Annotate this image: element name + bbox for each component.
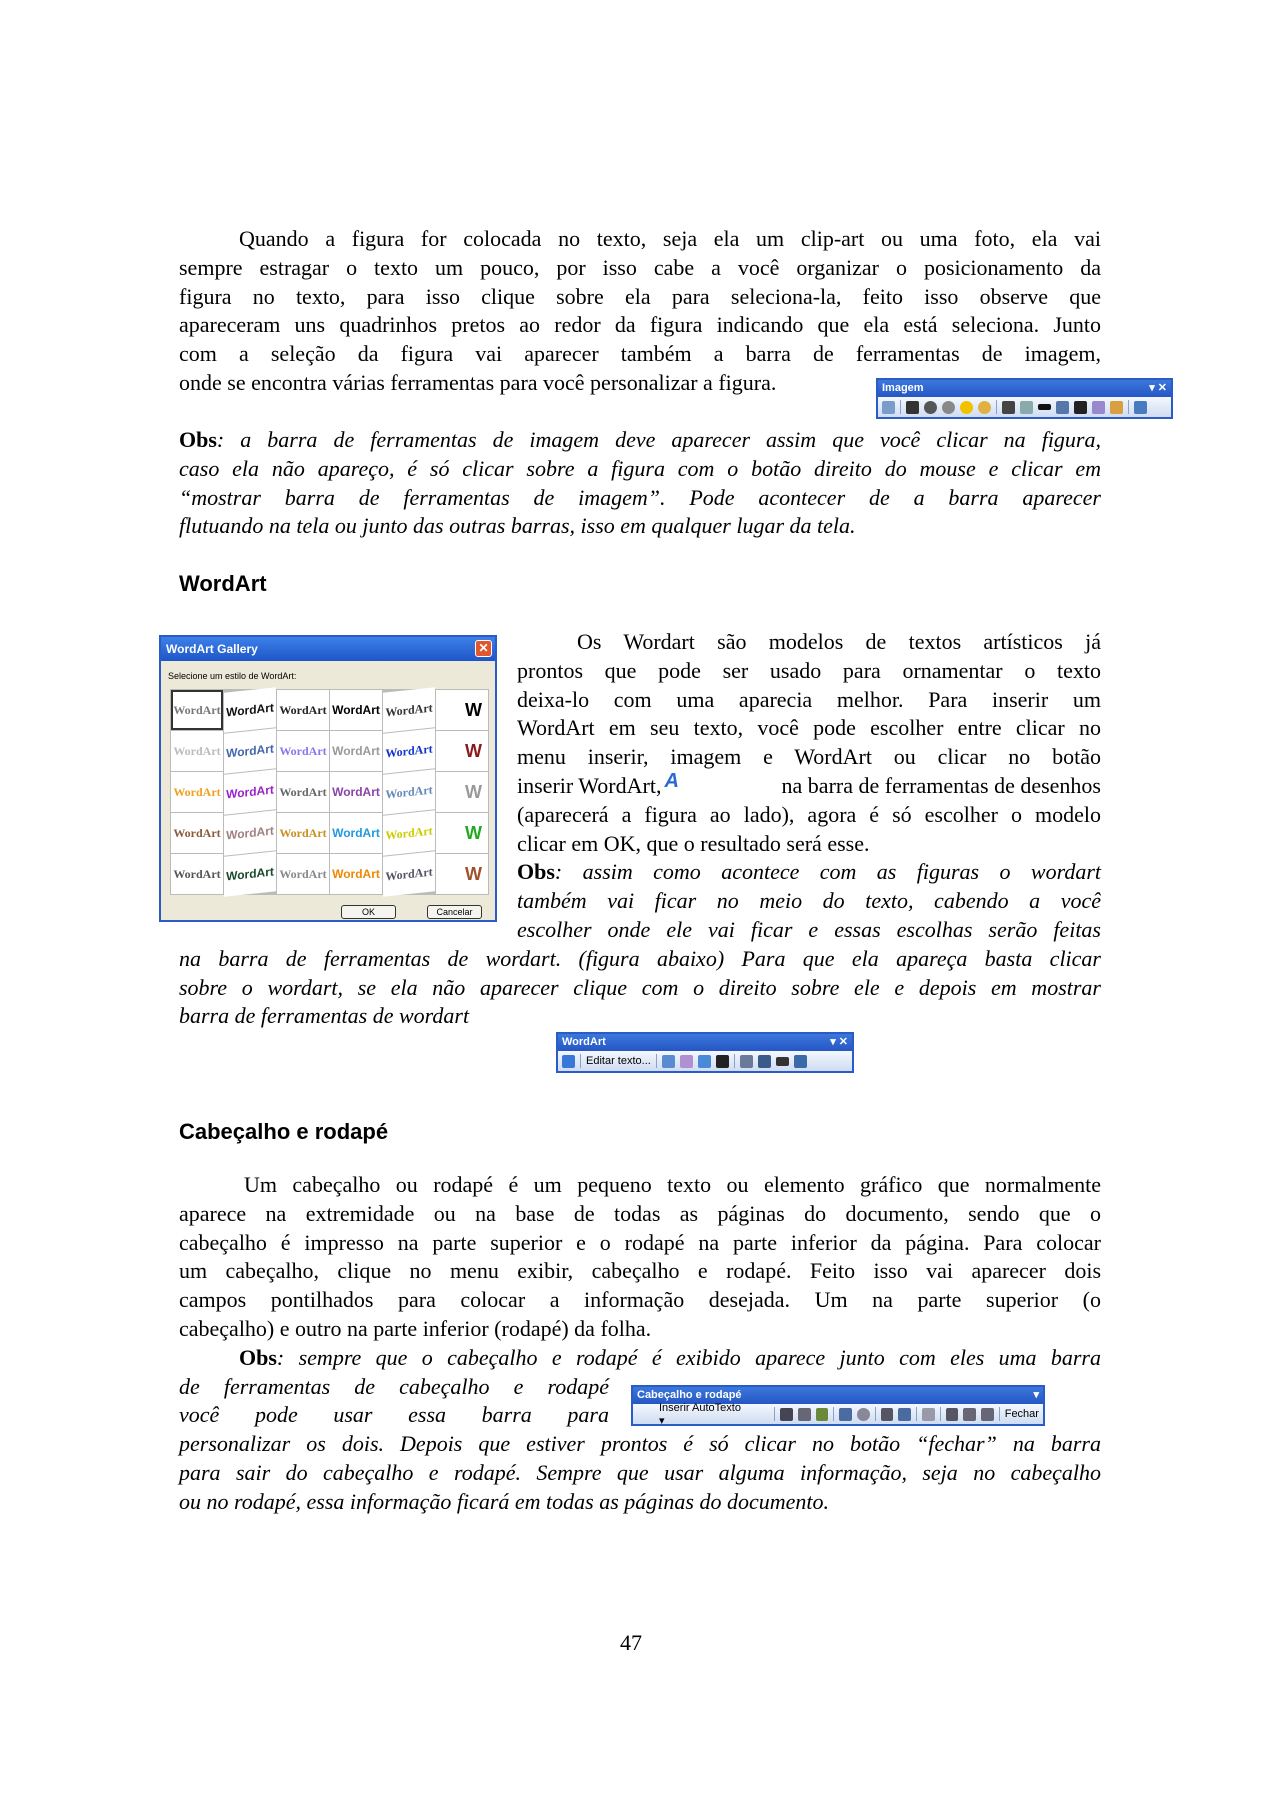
toolbar-title: Imagem — [882, 382, 924, 394]
text-line: menu inserir, imagem e WordArt ou clicar no botão — [517, 744, 1101, 770]
text-line: sobre o wordart, se ela não aparecer clique com o direito sobre ele e depois em mostrar — [179, 974, 1101, 1000]
wordart-style-option[interactable]: WordArt — [224, 769, 276, 814]
section-heading-header-footer: Cabeçalho e rodapé — [179, 1119, 389, 1144]
insert-time-icon[interactable] — [857, 1408, 870, 1421]
wordart-style-option[interactable]: WordArt — [330, 813, 382, 853]
text-line: na barra de ferramentas de wordart. (figura abaixo) Para que ela apareça basta clicar — [179, 945, 1101, 971]
text-line: cabeçalho) e outro na parte inferior (rodapé) da folha. — [179, 1315, 652, 1341]
wordart-shape-icon[interactable] — [698, 1055, 711, 1068]
toolbar-close-icon[interactable]: ▾ ✕ — [1149, 382, 1167, 394]
switch-header-footer-icon[interactable] — [946, 1408, 959, 1421]
same-as-previous-icon[interactable] — [922, 1408, 935, 1421]
wordart-style-option[interactable]: WordArt — [224, 728, 276, 773]
wordart-style-option[interactable]: WordArt — [383, 687, 435, 732]
obs-label: Obs — [239, 1344, 277, 1370]
number-of-pages-icon[interactable] — [798, 1408, 811, 1421]
ok-button[interactable]: OK — [341, 905, 396, 919]
text-line: (aparecerá a figura ao lado), agora é só escolher o modelo — [517, 801, 1101, 827]
text-line: para sair do cabeçalho e rodapé. Sempre que usar alguma informação, seja no cabeçalho — [179, 1459, 1101, 1485]
text-line: prontos que pode ser usado para ornamentar o texto — [517, 657, 1101, 683]
wordart-style-option[interactable]: WordArt — [277, 854, 329, 894]
text-line: flutuando na tela ou junto das outras barras, isso em qualquer lugar da tela. — [179, 513, 856, 539]
toolbar-title: Cabeçalho e rodapé — [637, 1389, 742, 1401]
wordart-style-option[interactable]: W — [436, 690, 488, 730]
show-hide-text-icon[interactable] — [898, 1408, 911, 1421]
imagem-toolbar — [876, 378, 1173, 419]
insert-wordart-icon: A — [664, 769, 679, 792]
paragraph-header-footer — [179, 1171, 1101, 1517]
wordart-style-option[interactable]: WordArt — [224, 851, 276, 896]
toolbar-close-icon[interactable]: ▾ ✕ — [830, 1036, 848, 1048]
text-line: clicar em OK, que o resultado será esse. — [517, 830, 870, 856]
page-number-icon[interactable] — [780, 1408, 793, 1421]
wordart-style-option[interactable]: WordArt — [277, 731, 329, 771]
wordart-toolbar — [556, 1032, 854, 1073]
more-brightness-icon[interactable] — [960, 401, 973, 414]
text-line: ou no rodapé, essa informação ficará em todas as páginas do documento. — [179, 1488, 829, 1514]
paragraph-intro — [179, 225, 1101, 398]
text-line: com a seleção da figura vai aparecer também a barra de ferramentas de imagem, — [179, 341, 1101, 367]
wordart-style-option[interactable]: WordArt — [383, 810, 435, 855]
insert-autotext-dropdown[interactable]: Inserir AutoTexto ▾ — [659, 1401, 741, 1427]
text-line: cabeçalho é impresso na parte superior e o rodapé na parte inferior da página. Para colocar — [179, 1229, 1101, 1255]
paragraph-wordart — [179, 628, 1101, 1031]
format-image-icon[interactable] — [1092, 401, 1105, 414]
close-button[interactable]: Fechar — [1004, 1408, 1039, 1420]
text-line: : assim como acontece com as figuras o wordart — [554, 859, 1101, 885]
text-line: também vai ficar no meio do texto, cabendo a você — [517, 888, 1101, 914]
page-setup-icon[interactable] — [881, 1408, 894, 1421]
crop-icon[interactable] — [1002, 401, 1015, 414]
text-line: Um cabeçalho ou rodapé é um pequeno texto ou elemento gráfico que normalmente — [244, 1172, 1101, 1197]
wordart-style-option[interactable]: WordArt — [171, 772, 223, 812]
text-line: caso ela não apareço, é só clicar sobre a figura com o botão direito do mouse e clicar em — [179, 455, 1101, 481]
more-contrast-icon[interactable] — [924, 401, 937, 414]
text-fragment: inserir WordArt, — [517, 772, 662, 798]
less-brightness-icon[interactable] — [978, 401, 991, 414]
color-icon[interactable] — [906, 401, 919, 414]
insert-date-icon[interactable] — [839, 1408, 852, 1421]
wordart-style-option[interactable]: WordArt — [383, 728, 435, 773]
text-line: você pode usar essa barra para — [179, 1402, 609, 1428]
wordart-style-option[interactable]: WordArt — [277, 813, 329, 853]
line-style-icon[interactable] — [1038, 404, 1051, 410]
section-heading-wordart: WordArt — [179, 571, 267, 596]
text-line: campos pontilhados para colocar a informação desejada. Um na parte superior (o — [179, 1287, 1101, 1313]
obs-label: Obs — [179, 427, 217, 452]
obs-note-image-toolbar — [179, 426, 1101, 541]
wordart-style-option[interactable]: WordArt — [277, 772, 329, 812]
text-line: “mostrar barra de ferramentas de imagem”. Pode acontecer de a barra aparecer — [179, 484, 1101, 510]
dialog-title: WordArt Gallery — [166, 642, 258, 656]
wordart-style-option[interactable]: WordArt — [224, 810, 276, 855]
text-wrap-icon[interactable] — [716, 1055, 729, 1068]
page-number: 47 — [620, 1630, 642, 1655]
wordart-style-option[interactable]: WordArt — [330, 690, 382, 730]
cancel-button[interactable]: Cancelar — [427, 905, 482, 919]
text-line: : a barra de ferramentas de imagem deve aparecer assim que você clicar na figura, — [216, 427, 1101, 452]
insert-image-icon[interactable] — [882, 401, 895, 414]
obs-label: Obs — [517, 859, 555, 885]
wordart-style-option[interactable]: W — [436, 854, 488, 894]
text-line: figura no texto, para isso clique sobre ela para seleciona-la, feito isso observe que — [179, 283, 1101, 309]
text-line: Quando a figura for colocada no texto, seja ela um clip-art ou uma foto, ela vai — [239, 226, 1101, 251]
gallery-label: Selecione um estilo de WordArt: — [168, 671, 297, 681]
text-line: Os Wordart são modelos de textos artísticos já — [577, 629, 1101, 654]
text-line: aparece na extremidade ou na base de todas as páginas do documento, sendo que o — [179, 1200, 1101, 1226]
text-line: personalizar os dois. Depois que estiver prontos é só clicar no botão “fechar” na barra — [179, 1431, 1101, 1457]
wordart-style-option[interactable]: WordArt — [277, 690, 329, 730]
wordart-style-option[interactable]: WordArt — [383, 769, 435, 814]
text-line: WordArt em seu texto, você pode escolher entre clicar no — [517, 715, 1101, 741]
wordart-style-option[interactable]: WordArt — [171, 731, 223, 771]
wordart-gallery-icon[interactable] — [662, 1055, 675, 1068]
text-line: deixa-lo com uma aparecia melhor. Para inserir um — [517, 686, 1101, 712]
text-line: de ferramentas de cabeçalho e rodapé — [179, 1373, 609, 1399]
close-icon[interactable]: ✕ — [475, 640, 492, 657]
rotate-icon[interactable] — [1020, 401, 1033, 414]
vertical-text-icon[interactable] — [758, 1055, 771, 1068]
edit-text-button[interactable]: Editar texto... — [586, 1055, 651, 1067]
format-wordart-icon[interactable] — [680, 1055, 693, 1068]
text-line: sempre estragar o texto um pouco, por isso cabe a você organizar o posicionamento da — [179, 254, 1101, 280]
alignment-icon[interactable] — [776, 1057, 789, 1066]
wordart-style-option[interactable]: W — [436, 772, 488, 812]
text-line: um cabeçalho, clique no menu exibir, cabeçalho e rodapé. Feito isso vai aparecer dois — [179, 1258, 1101, 1284]
wordart-style-option[interactable]: W — [436, 813, 488, 853]
wordart-style-option[interactable]: WordArt — [224, 687, 276, 732]
text-line: : sempre que o cabeçalho e rodapé é exibido aparece junto com eles uma barra — [276, 1344, 1101, 1370]
text-line — [517, 769, 1101, 801]
wordart-style-option[interactable]: WordArt — [171, 854, 223, 894]
character-spacing-icon[interactable] — [794, 1055, 807, 1068]
show-previous-icon[interactable] — [963, 1408, 976, 1421]
format-page-number-icon[interactable] — [816, 1408, 829, 1421]
text-fragment: na barra de ferramentas de desenhos — [781, 772, 1101, 798]
wordart-style-option[interactable]: WordArt — [171, 690, 223, 730]
header-footer-toolbar — [631, 1385, 1045, 1426]
compress-icon[interactable] — [1056, 401, 1069, 414]
wordart-style-option[interactable]: WordArt — [330, 772, 382, 812]
wordart-style-option[interactable]: WordArt — [171, 813, 223, 853]
text-line: barra de ferramentas de wordart — [179, 1003, 470, 1029]
less-contrast-icon[interactable] — [942, 401, 955, 414]
text-line: apareceram uns quadrinhos pretos ao redor da figura indicando que ela está seleciona. Junto — [179, 312, 1101, 338]
text-line: onde se encontra várias ferramentas para você personalizar a figura. — [179, 369, 777, 395]
same-letter-heights-icon[interactable] — [740, 1055, 753, 1068]
wordart-style-option[interactable]: W — [436, 731, 488, 771]
toolbar-title: WordArt — [562, 1036, 606, 1048]
text-wrap-icon[interactable] — [1074, 401, 1087, 414]
wordart-style-option[interactable]: WordArt — [330, 854, 382, 894]
insert-wordart-icon[interactable] — [562, 1055, 575, 1068]
wordart-style-option[interactable]: WordArt — [330, 731, 382, 771]
reset-image-icon[interactable] — [1134, 401, 1147, 414]
show-next-icon[interactable] — [981, 1408, 994, 1421]
set-transparent-icon[interactable] — [1110, 401, 1123, 414]
text-line: escolher onde ele vai ficar e essas escolhas serão feitas — [517, 916, 1101, 942]
toolbar-menu-icon[interactable]: ▾ — [1033, 1389, 1039, 1401]
wordart-style-option[interactable]: WordArt — [383, 851, 435, 896]
